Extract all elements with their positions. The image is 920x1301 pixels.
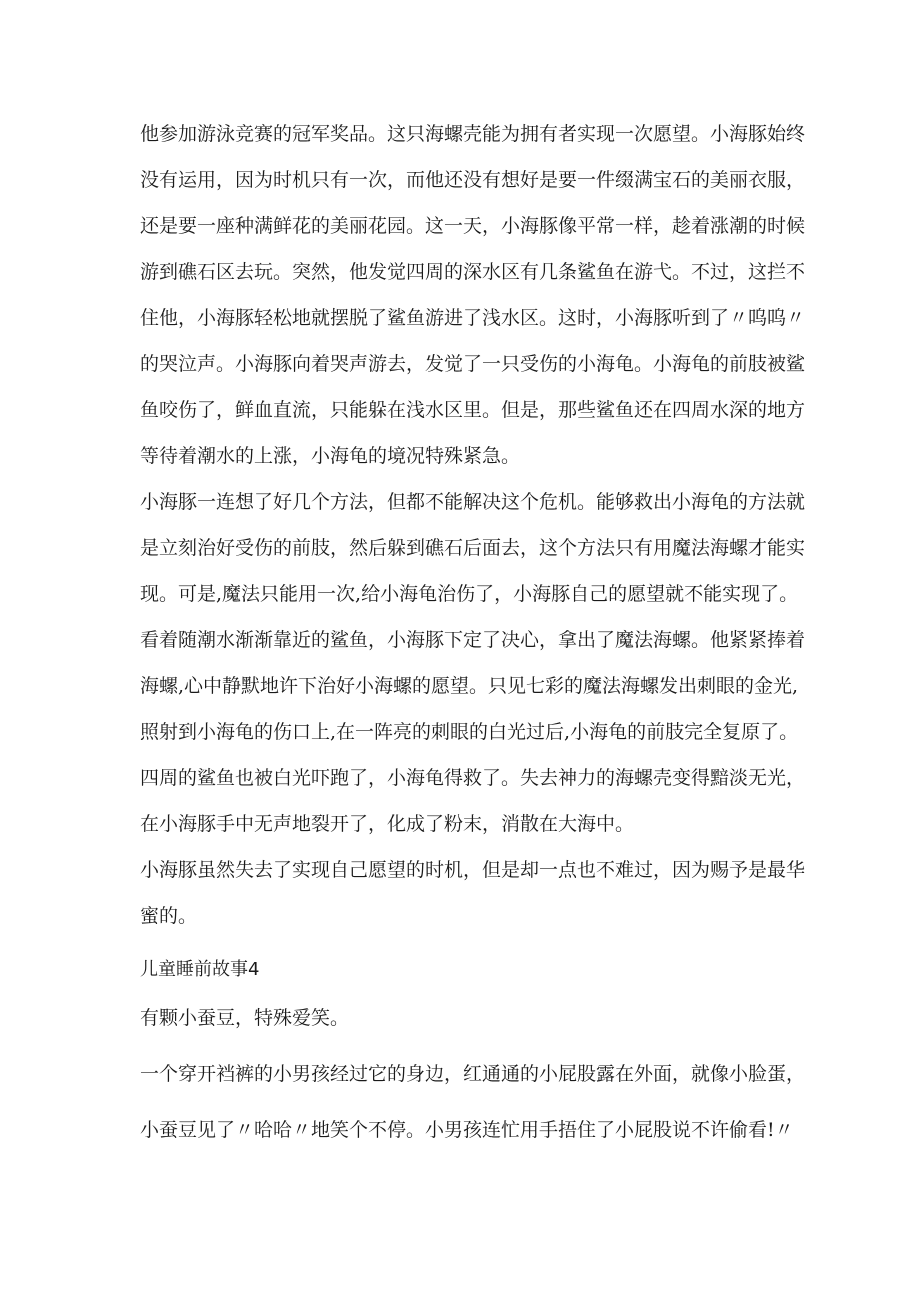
text-line: 小蚕豆见了〃哈哈〃地笑个不停。小男孩连忙用手捂住了小屁股说不许偷看!〃	[140, 1119, 794, 1141]
text-line: 还是要一座种满鲜花的美丽花园。这一天，小海豚像平常一样，趁着涨潮的时候	[140, 215, 806, 237]
text-line: 游到礁石区去玩。突然，他发觉四周的深水区有几条鲨鱼在游弋。不过，这拦不	[140, 261, 806, 283]
text-line: 现。可是,魔法只能用一次,给小海龟治伤了，小海豚自己的愿望就不能实现了。	[140, 583, 799, 605]
text-line: 有颗小蚕豆，特殊爱笑。	[140, 1007, 350, 1029]
text-line: 小海豚虽然失去了实现自己愿望的时机，但是却一点也不难过，因为赐予是最华	[140, 859, 806, 881]
text-line: 小海豚一连想了好几个方法，但都不能解决这个危机。能够救出小海龟的方法就	[140, 491, 806, 513]
text-line: 的哭泣声。小海豚向着哭声游去，发觉了一只受伤的小海龟。小海龟的前肢被鲨	[140, 353, 806, 375]
text-line: 鱼咬伤了，鲜血直流，只能躲在浅水区里。但是，那些鲨鱼还在四周水深的地方	[140, 399, 806, 421]
text-line: 四周的鲨鱼也被白光吓跑了，小海龟得救了。失去神力的海螺壳变得黯淡无光，	[140, 767, 806, 789]
text-line: 没有运用，因为时机只有一次，而他还没有想好是要一件缀满宝石的美丽衣服，	[140, 169, 806, 191]
text-line: 他参加游泳竞赛的冠军奖品。这只海螺壳能为拥有者实现一次愿望。小海豚始终	[140, 123, 806, 145]
text-line: 看着随潮水渐渐靠近的鲨鱼，小海豚下定了决心，拿出了魔法海螺。他紧紧捧着	[140, 629, 806, 651]
text-line: 住他，小海豚轻松地就摆脱了鲨鱼游进了浅水区。这时，小海豚听到了〃呜呜〃	[140, 307, 806, 329]
section-heading: 儿童睡前故事4	[140, 959, 260, 980]
text-line: 照射到小海龟的伤口上,在一阵亮的刺眼的白光过后,小海龟的前肢完全复原了。	[140, 721, 799, 743]
text-line: 一个穿开裆裤的小男孩经过它的身边，红通通的小屁股露在外面，就像小脸蛋，	[140, 1063, 806, 1085]
text-line: 海螺,心中静默地许下治好小海螺的愿望。只见七彩的魔法海螺发出刺眼的金光,	[140, 675, 799, 697]
text-line: 在小海豚手中无声地裂开了，化成了粉末，消散在大海中。	[140, 813, 635, 835]
text-line: 蜜的。	[140, 905, 198, 927]
text-line: 是立刻治好受伤的前肢，然后躲到礁石后面去，这个方法只有用魔法海螺才能实	[140, 537, 806, 559]
text-line: 等待着潮水的上涨，小海龟的境况特殊紧急。	[140, 445, 521, 467]
